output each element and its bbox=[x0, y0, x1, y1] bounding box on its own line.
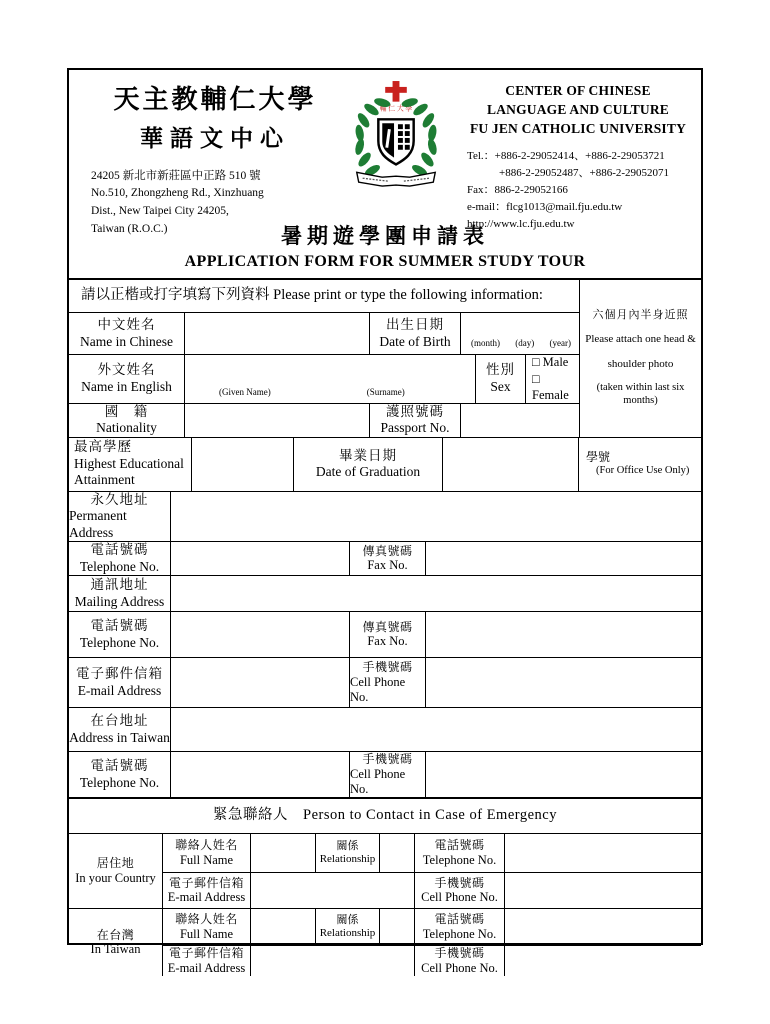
tel-line-1: Tel.：+886-2-29052414、+886-2-29053721 bbox=[467, 149, 665, 162]
mailing-address-input[interactable] bbox=[170, 576, 701, 611]
office-use-only-note: (For Office Use Only) bbox=[596, 465, 690, 477]
name-in-chinese-label: 中文姓名 Name in Chinese bbox=[80, 317, 173, 349]
country-contact-name-label: 聯絡人姓名 Full Name bbox=[162, 834, 250, 872]
dob-day-hint: (day) bbox=[515, 338, 535, 349]
email-address-input[interactable] bbox=[170, 658, 349, 707]
org-name-line1: CENTER OF CHINESE bbox=[505, 83, 651, 98]
education-label: 最高學歷 Highest Educational Attainment bbox=[74, 439, 184, 488]
date-of-birth-input[interactable] bbox=[460, 313, 579, 354]
row-telephone-fax-1 bbox=[69, 541, 701, 575]
cell-phone-input[interactable] bbox=[425, 658, 701, 707]
instruction-text: 請以正楷或打字填寫下列資料 Please print or type the following information: bbox=[81, 287, 543, 304]
row-nationality bbox=[69, 403, 579, 437]
taiwan-telephone-input[interactable] bbox=[504, 909, 701, 945]
taiwan-relationship-label: 關係 Relationship bbox=[315, 909, 379, 945]
student-number-box bbox=[578, 438, 701, 491]
document-border bbox=[67, 68, 703, 975]
form-title-chinese: 暑期遊學團申請表 bbox=[281, 224, 489, 248]
country-cell-label: 手機號碼 Cell Phone No. bbox=[414, 873, 504, 908]
telephone-input-3[interactable] bbox=[170, 752, 349, 797]
photo-note-line2: Please attach one head & bbox=[585, 333, 696, 346]
graduation-label: 畢業日期 Date of Graduation bbox=[293, 438, 442, 491]
form-title bbox=[69, 220, 701, 271]
emergency-section-title: 緊急聯絡人 Person to Contact in Case of Emergency bbox=[213, 807, 557, 824]
permanent-address-label: 永久地址 Permanent Address bbox=[69, 491, 149, 540]
address-line-1: No.510, Zhongzheng Rd., Xinzhuang bbox=[91, 187, 264, 200]
fax-input-2[interactable] bbox=[425, 612, 701, 657]
given-name-hint: (Given Name) bbox=[219, 386, 271, 397]
center-name-chinese: 華語文中心 bbox=[140, 125, 290, 151]
website-line: http://www.lc.fju.edu.tw bbox=[467, 217, 575, 230]
country-relationship-label: 關係 Relationship bbox=[315, 834, 379, 872]
country-email-input[interactable] bbox=[250, 873, 414, 908]
email-address-label: 電子郵件信箱 E-mail Address bbox=[76, 666, 163, 698]
university-logo bbox=[343, 76, 449, 196]
emergency-in-country-block bbox=[69, 833, 701, 908]
cell-phone-input-2[interactable] bbox=[425, 752, 701, 797]
emergency-in-taiwan-block bbox=[69, 908, 701, 976]
photo-note-line4: (taken within last six months) bbox=[596, 382, 685, 406]
row-email-cell bbox=[69, 657, 701, 707]
taiwan-contact-name-input[interactable] bbox=[250, 909, 315, 945]
row-name-chinese bbox=[69, 312, 579, 354]
country-telephone-label: 電話號碼 Telephone No. bbox=[414, 834, 504, 872]
in-your-country-label: 居住地 In your Country bbox=[75, 856, 156, 885]
education-input[interactable] bbox=[191, 438, 293, 491]
country-relationship-input[interactable] bbox=[379, 834, 414, 872]
row-instruction bbox=[69, 280, 579, 312]
row-name-english bbox=[69, 354, 579, 403]
taiwan-email-label: 電子郵件信箱 E-mail Address bbox=[162, 946, 250, 976]
taiwan-contact-name-label: 聯絡人姓名 Full Name bbox=[162, 909, 250, 945]
university-name-block bbox=[89, 84, 341, 239]
male-checkbox[interactable]: □ Male bbox=[532, 355, 569, 369]
logo-top-text: 輔 仁 大 學 bbox=[379, 105, 413, 113]
center-name-block bbox=[459, 82, 697, 233]
country-contact-name-input[interactable] bbox=[250, 834, 315, 872]
document-header bbox=[69, 70, 701, 276]
nationality-label: 國 籍 Nationality bbox=[96, 403, 157, 436]
dob-month-hint: (month) bbox=[471, 338, 500, 349]
passport-input[interactable] bbox=[460, 404, 579, 437]
fax-label-2: 傳真號碼 Fax No. bbox=[349, 612, 425, 657]
sex-label: 性別 Sex bbox=[475, 355, 525, 403]
org-name-line2: LANGUAGE AND CULTURE bbox=[486, 101, 670, 117]
logo-shield-icon bbox=[378, 119, 413, 164]
permanent-address-input[interactable] bbox=[170, 492, 701, 541]
photo-note-line3: shoulder photo bbox=[607, 357, 674, 370]
taiwan-address-input[interactable] bbox=[170, 708, 701, 751]
top-section bbox=[69, 280, 701, 437]
logo-cross-icon bbox=[385, 81, 407, 102]
telephone-label-2: 電話號碼 Telephone No. bbox=[79, 618, 160, 650]
taiwan-address-label: 在台地址 Address in Taiwan bbox=[69, 713, 170, 745]
taiwan-relationship-input[interactable] bbox=[379, 909, 414, 945]
cell-phone-label: 手機號碼 Cell Phone No. bbox=[349, 658, 425, 707]
tel-line-2: +886-2-29052487、+886-2-29052071 bbox=[499, 166, 670, 179]
in-taiwan-label: 在台灣 In Taiwan bbox=[90, 927, 141, 957]
taiwan-email-input[interactable] bbox=[250, 946, 414, 976]
row-mailing-address bbox=[69, 575, 701, 611]
student-number-label: 學號 bbox=[586, 450, 611, 465]
row-education bbox=[69, 437, 701, 491]
passport-label: 護照號碼 Passport No. bbox=[369, 404, 460, 437]
date-of-birth-label: 出生日期 Date of Birth bbox=[369, 313, 460, 354]
telephone-input-2[interactable] bbox=[170, 612, 349, 657]
mailing-address-label: 通訊地址 Mailing Address bbox=[74, 577, 165, 609]
cell-phone-label-2: 手機號碼 Cell Phone No. bbox=[349, 752, 425, 797]
sex-options bbox=[525, 355, 579, 403]
graduation-input[interactable] bbox=[442, 438, 578, 491]
university-name-chinese: 天主教輔仁大學 bbox=[113, 85, 317, 114]
row-permanent-address bbox=[69, 491, 701, 541]
taiwan-cell-input[interactable] bbox=[504, 946, 701, 976]
row-telephone-cell bbox=[69, 751, 701, 797]
nationality-input[interactable] bbox=[184, 404, 369, 437]
org-name-line3: FU JEN CATHOLIC UNIVERSITY bbox=[469, 120, 687, 136]
telephone-label: 電話號碼 Telephone No. bbox=[79, 542, 160, 574]
surname-hint: (Surname) bbox=[366, 386, 405, 397]
name-in-english-label: 外文姓名 Name in English bbox=[81, 362, 172, 394]
telephone-input[interactable] bbox=[170, 542, 349, 575]
row-telephone-fax-2 bbox=[69, 611, 701, 657]
logo-banner-icon bbox=[357, 172, 436, 186]
taiwan-cell-label: 手機號碼 Cell Phone No. bbox=[414, 946, 504, 976]
fax-line: Fax：886-2-29052166 bbox=[467, 183, 568, 196]
dob-year-hint: (year) bbox=[549, 338, 571, 349]
photo-note-chinese: 六個月內半身近照 bbox=[592, 308, 689, 321]
telephone-label-3: 電話號碼 Telephone No. bbox=[79, 758, 160, 790]
address-line-3: Taiwan (R.O.C.) bbox=[91, 222, 168, 235]
fax-input[interactable] bbox=[425, 542, 701, 575]
photo-box bbox=[579, 280, 701, 437]
country-email-label: 電子郵件信箱 E-mail Address bbox=[162, 873, 250, 908]
name-in-english-input[interactable] bbox=[184, 355, 475, 403]
row-emergency-header bbox=[69, 797, 701, 833]
female-checkbox[interactable]: □ Female bbox=[532, 372, 569, 402]
row-taiwan-address bbox=[69, 707, 701, 751]
address-line-2: Dist., New Taipei City 24205, bbox=[91, 205, 229, 218]
country-cell-input[interactable] bbox=[504, 873, 701, 908]
name-in-chinese-input[interactable] bbox=[184, 313, 369, 354]
country-telephone-input[interactable] bbox=[504, 834, 701, 872]
email-line: e-mail：flcg1013@mail.fju.edu.tw bbox=[467, 200, 623, 213]
fax-label: 傳真號碼 Fax No. bbox=[349, 542, 425, 575]
taiwan-telephone-label: 電話號碼 Telephone No. bbox=[414, 909, 504, 945]
form-title-english: APPLICATION FORM FOR SUMMER STUDY TOUR bbox=[184, 253, 586, 270]
address-line-chinese: 24205 新北市新莊區中正路 510 號 bbox=[91, 169, 261, 182]
application-form-table bbox=[69, 278, 701, 975]
